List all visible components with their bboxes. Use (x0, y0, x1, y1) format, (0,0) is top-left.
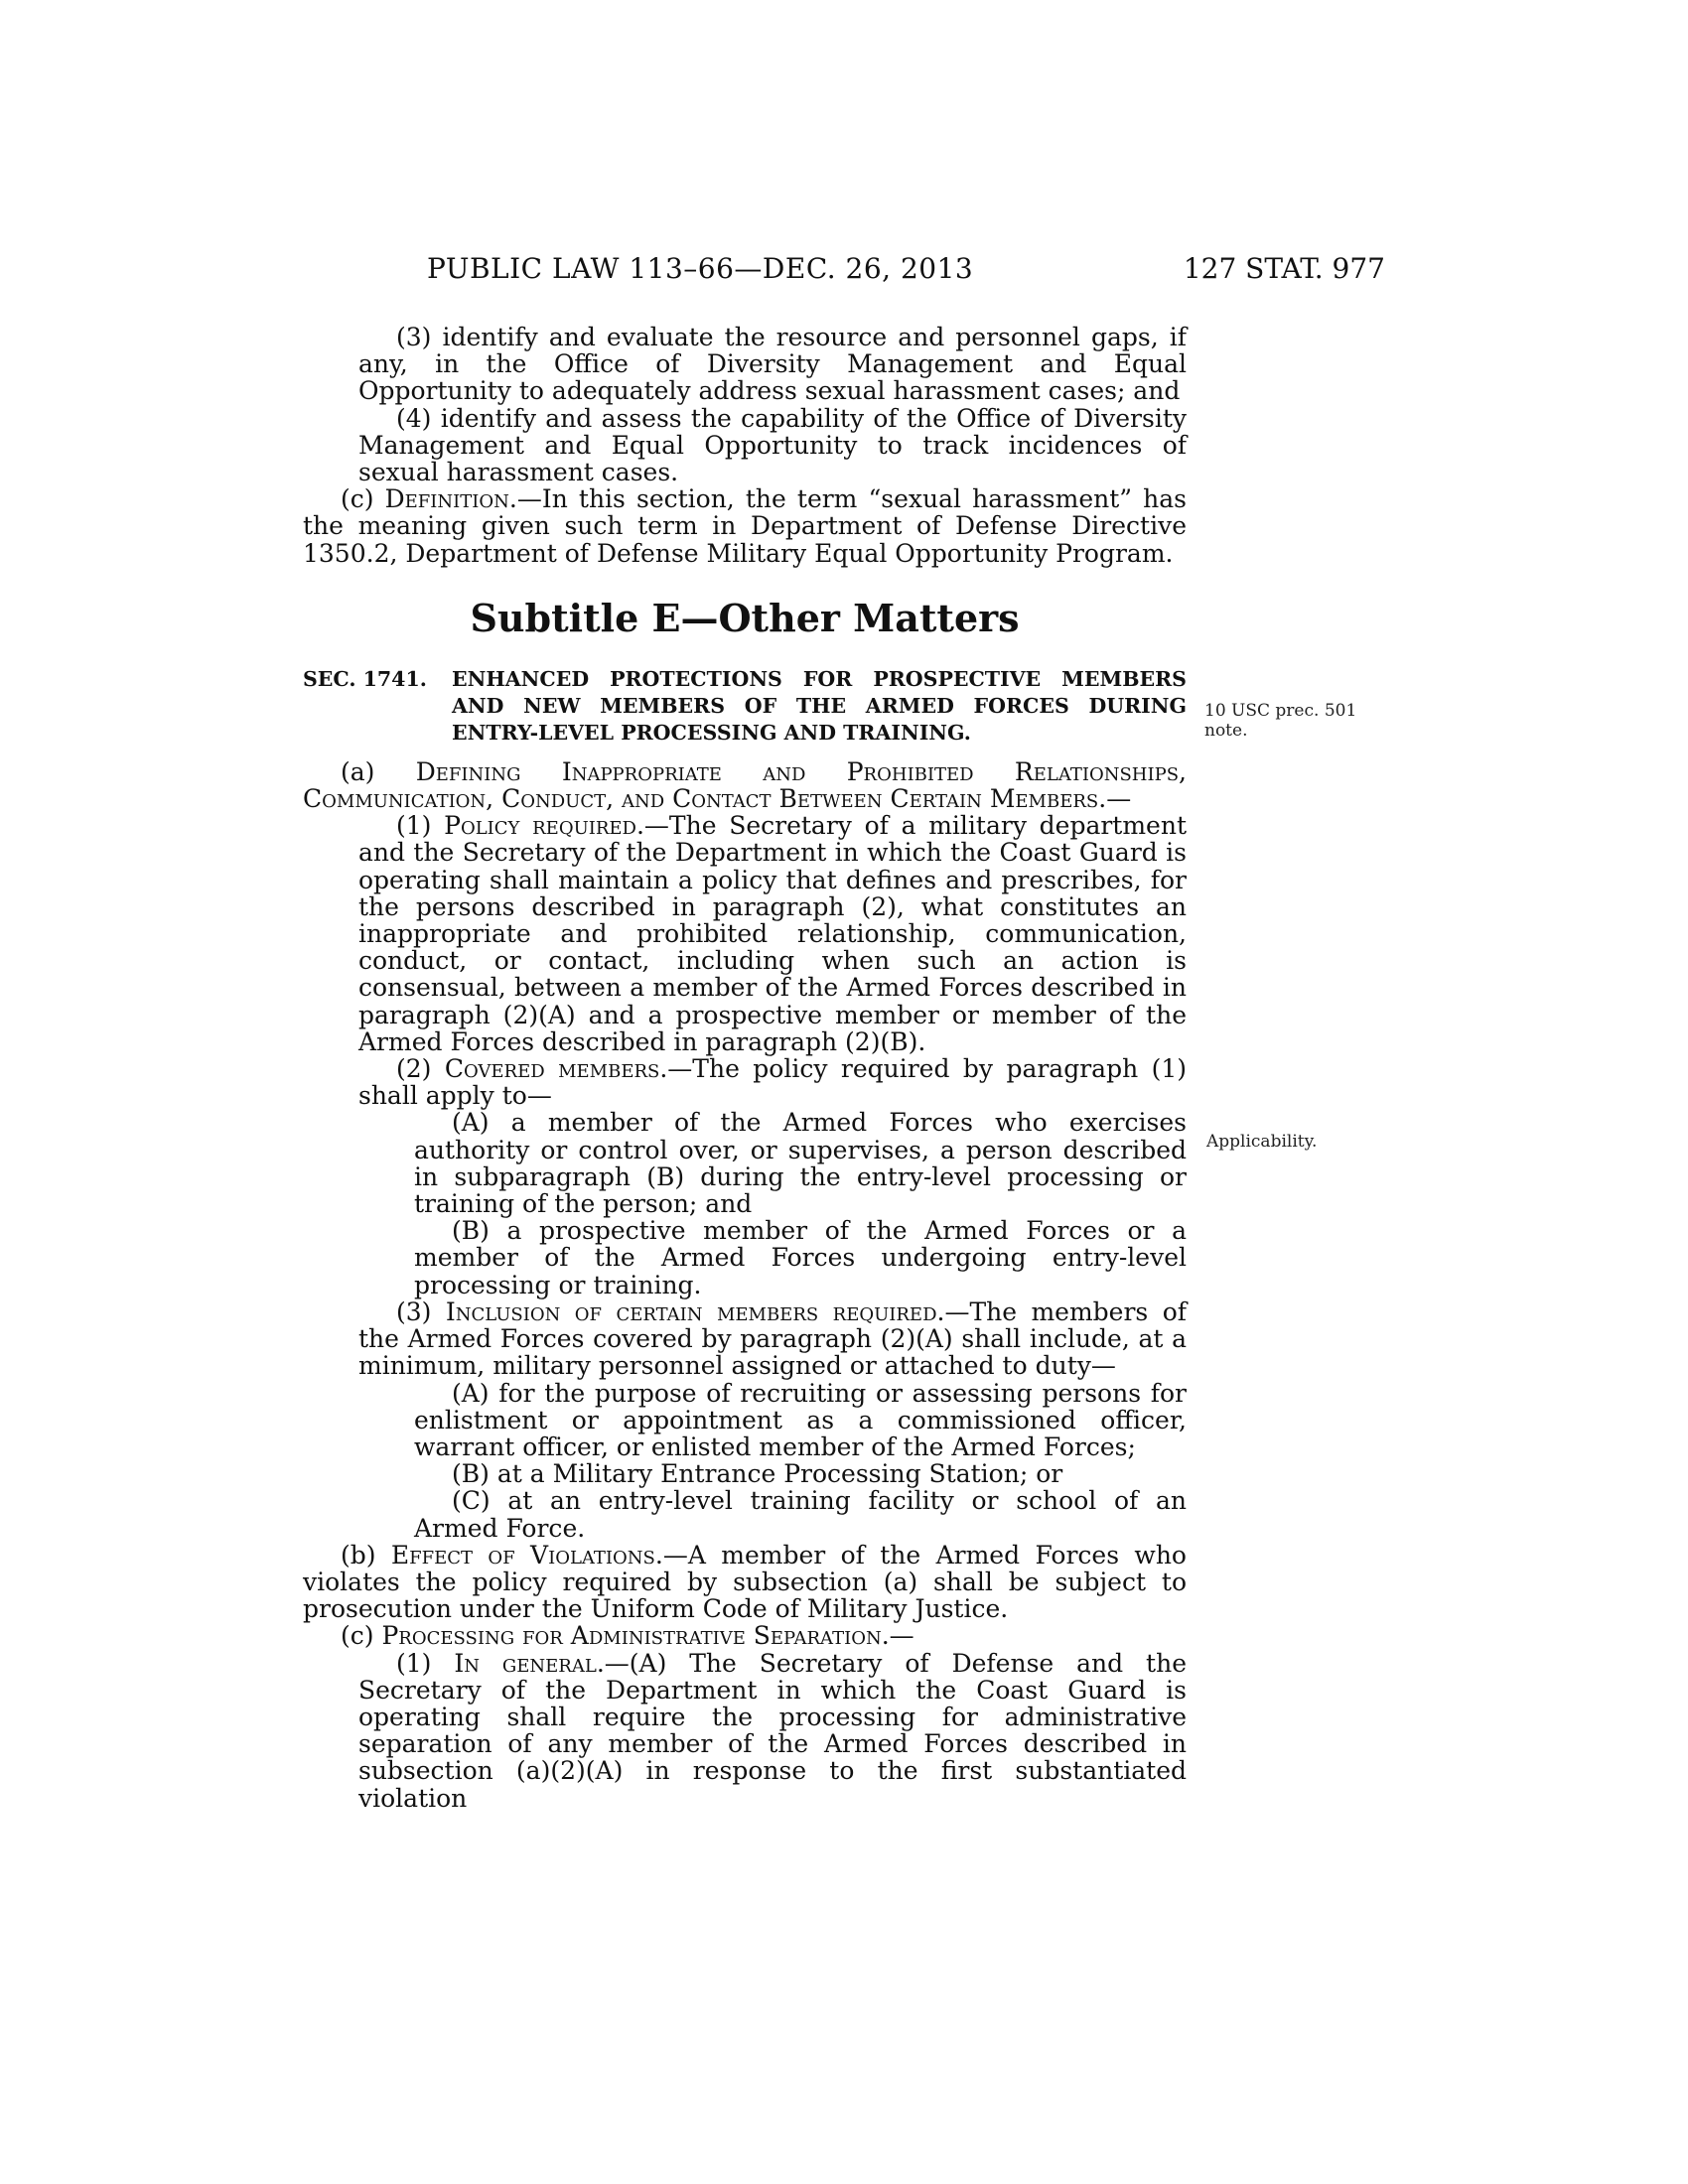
a2-heading: Covered members (444, 1054, 660, 1084)
subparagraph-a3B: (B) at a Military Entrance Processing Station; or (452, 1459, 1063, 1489)
subparagraph-a2B: (B) a prospective member of the Armed Forces or a member of the Armed Forces undergoing entry-level processing or training. (414, 1216, 1187, 1299)
a2-lead: (2) (396, 1054, 445, 1084)
section-title: ENHANCED PROTECTIONS FOR PROSPECTIVE MEMBERS AND NEW MEMBERS OF THE ARMED FORCES DURING ENTRY-LEVEL PROCESSING AND TRAINING. (452, 666, 1187, 745)
paragraph-3: (3) identify and evaluate the resource and personnel gaps, if any, in the Office of Diversity Management and Equal Opportunity to adequately address sexual harassment cases; and (358, 323, 1187, 406)
definition-heading: Definition (384, 484, 509, 514)
definition-paragraph (303, 485, 1187, 567)
definition-lead: (c) (341, 484, 385, 514)
a1-lead: (1) (396, 811, 445, 841)
document-body (303, 324, 1187, 1812)
b-heading: Effect of Violations (390, 1540, 655, 1570)
paragraph-a3 (358, 1298, 1187, 1380)
a1-text: .—The Secretary of a military department and the Secretary of the Department in which the Coast Guard is operating shall maintain a policy that defines and prescribes, for the persons described in paragraph (2), what constitutes an inappropriate and prohibited relationship, communication, conduct, or contact, including when such an action is consensual, between a member of the Armed Forces described in paragraph (2)(A) and a prospective member or member of the Armed Forces described in paragraph (2)(B). (358, 811, 1187, 1056)
running-head-law: PUBLIC LAW 113–66—DEC. 26, 2013 (427, 252, 974, 285)
b-lead: (b) (341, 1540, 391, 1570)
c-heading: Processing for Administrative Separation (381, 1621, 882, 1651)
b-text: .—A member of the Armed Forces who violates the policy required by subsection (a) shall be subject to prosecution under the Uniform Code of Military Justice. (303, 1540, 1187, 1624)
subparagraph-a3A: (A) for the purpose of recruiting or assessing persons for enlistment or appointment as a commissioned officer, warrant officer, or enlisted member of the Armed Forces; (414, 1378, 1187, 1461)
a3-text: .—The members of the Armed Forces covered by paragraph (2)(A) shall include, at a minimum, military personnel assigned or attached to duty— (358, 1297, 1187, 1381)
margin-note-usc (1204, 701, 1356, 741)
subsection-a-lead: (a) (341, 756, 416, 786)
a3-heading: Inclusion of certain members required (445, 1297, 937, 1326)
subparagraph-a2A: (A) a member of the Armed Forces who exercises authority or control over, or supervises, a person described in subparagraph (B) during the entry-level processing or training of the person; and (414, 1108, 1187, 1219)
subsection-a-heading (303, 758, 1187, 812)
subsection-c-heading (303, 1622, 1187, 1649)
subsection-a-tail: .— (1098, 784, 1132, 814)
margin-note-usc-line1: 10 USC prec. 501 (1204, 701, 1357, 721)
a2-text: .—The policy required by paragraph (1) shall apply to— (358, 1054, 1188, 1111)
section-heading (303, 666, 1187, 747)
margin-note-usc-line2: note. (1204, 721, 1248, 741)
margin-note-applicability: Applicability. (1206, 1132, 1318, 1152)
c1-heading: In general (454, 1648, 597, 1678)
running-head-stat-page: 127 STAT. 977 (1183, 252, 1385, 285)
definition-text: .—In this section, the term “sexual harassment” has the meaning given such term in Department of Defense Directive 1350.2, Department of Defense Military Equal Opportunity Program. (303, 484, 1187, 568)
subsection-a-title: Defining Inappropriate and Prohibited Relationships, Communication, Conduct, and Contact Between Certain Members (303, 756, 1187, 814)
paragraph-a2 (358, 1055, 1187, 1109)
section-number: SEC. 1741. (303, 666, 427, 691)
subtitle-heading: Subtitle E—Other Matters (470, 595, 1020, 640)
c1-text: .—(A) The Secretary of Defense and the Secretary of the Department in which the Coast Guard is operating shall require the processing for administrative separation of any member of the Armed Forces described in subsection (a)(2)(A) in response to the first substantiated violation (358, 1648, 1187, 1813)
page-header (298, 252, 1385, 292)
a1-heading: Policy required (444, 811, 636, 841)
a3-lead: (3) (396, 1297, 446, 1326)
paragraph-4: (4) identify and assess the capability of the Office of Diversity Management and Equal Opportunity to track incidences of sexual harassment cases. (358, 403, 1187, 487)
paragraph-c1 (358, 1650, 1187, 1812)
c1-lead: (1) (396, 1648, 455, 1678)
c-lead: (c) (341, 1621, 382, 1651)
paragraph-a1 (358, 812, 1187, 1055)
subsection-b (303, 1542, 1187, 1623)
c-tail: .— (881, 1621, 914, 1651)
subparagraph-a3C: (C) at an entry-level training facility or school of an Armed Force. (414, 1486, 1187, 1543)
